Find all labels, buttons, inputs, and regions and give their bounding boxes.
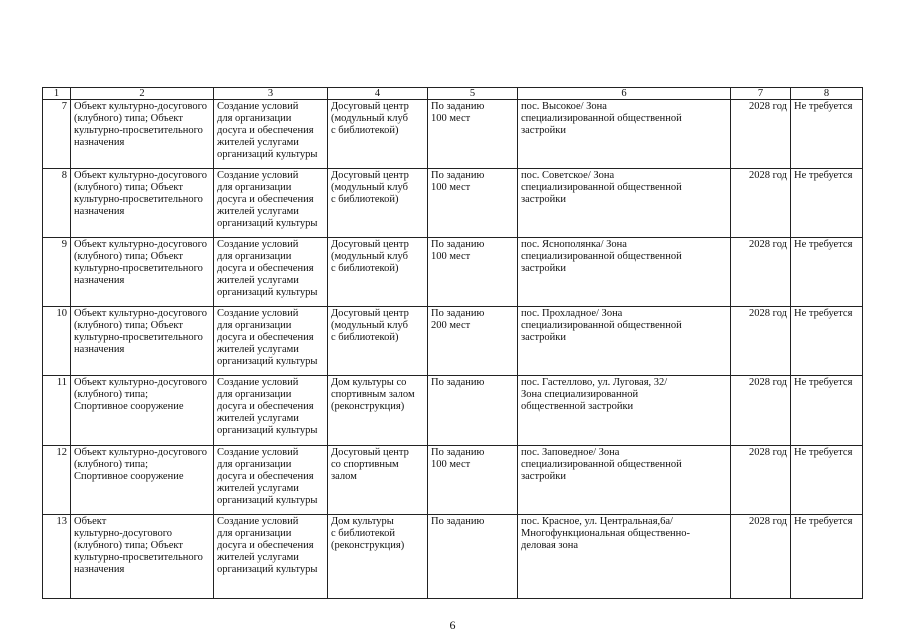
object-capacity-line: 100 мест [431,251,471,262]
row-number: 11 [43,376,71,446]
object-type-line: (клубного) типа; Объект [74,113,183,124]
object-name-line: с библиотекой) [331,263,399,274]
object-purpose-line: досуга и обеспечения [217,332,314,343]
object-capacity-line: По заданию [431,101,485,112]
row-number: 9 [43,238,71,307]
object-location-line: застройки [521,263,567,274]
object-capacity [428,446,518,515]
object-capacity [428,100,518,169]
object-name-line: (модульный клуб [331,320,408,331]
object-location-line: застройки [521,332,567,343]
object-type-line: культурно-досугового [74,528,173,539]
object-purpose-line: досуга и обеспечения [217,194,314,205]
object-purpose-line: досуга и обеспечения [217,540,314,551]
col-header-6: 6 [518,88,731,100]
object-name-line: залом [331,471,357,482]
object-location [518,446,731,515]
col-header-8: 8 [791,88,863,100]
object-type-line: Объект [74,516,107,527]
object-type-line: культурно-просветительного [74,125,203,136]
object-name-line: Досуговый центр [331,170,409,181]
object-location-line: застройки [521,125,567,136]
implementation-year: 2028 год [731,376,791,446]
object-name-line: Дом культуры [331,516,394,527]
object-name-line: (модульный клуб [331,182,408,193]
requirement: Не требуется [791,376,863,446]
object-type-line: назначения [74,206,125,217]
requirement: Не требуется [791,169,863,238]
object-name [328,515,428,599]
implementation-year: 2028 год [731,100,791,169]
table-row [43,100,863,169]
object-purpose-line: досуга и обеспечения [217,401,314,412]
object-purpose-line: для организации [217,182,292,193]
object-location [518,100,731,169]
col-header-4: 4 [328,88,428,100]
object-location [518,307,731,376]
object-purpose-line: досуга и обеспечения [217,263,314,274]
table-row [43,515,863,599]
object-type [71,515,214,599]
col-header-1: 1 [43,88,71,100]
object-location-line: пос. Красное, ул. Центральная,6а/ [521,516,673,527]
object-purpose-line: жителей услугами [217,344,299,355]
object-type-line: Объект культурно-досугового [74,308,207,319]
object-purpose-line: Создание условий [217,447,299,458]
object-purpose-line: досуга и обеспечения [217,125,314,136]
object-purpose-line: организаций культуры [217,425,318,436]
object-name-line: с библиотекой) [331,332,399,343]
object-type-line: (клубного) типа; Объект [74,320,183,331]
header-row [43,88,863,100]
row-number: 7 [43,100,71,169]
object-location-line: пос. Яснополянка/ Зона [521,239,627,250]
object-location-line: пос. Высокое/ Зона [521,101,607,112]
table-row [43,169,863,238]
object-name-line: (реконструкция) [331,540,405,551]
object-capacity-line: 100 мест [431,459,471,470]
object-type-line: Объект культурно-досугового [74,377,207,388]
object-type-line: (клубного) типа; Объект [74,251,183,262]
object-purpose-line: жителей услугами [217,483,299,494]
object-capacity [428,307,518,376]
table-row [43,307,863,376]
object-name-line: с библиотекой) [331,194,399,205]
object-purpose-line: Создание условий [217,308,299,319]
object-name-line: (модульный клуб [331,113,408,124]
implementation-year: 2028 год [731,515,791,599]
object-capacity-line: 100 мест [431,113,471,124]
object-purpose [214,238,328,307]
object-type [71,238,214,307]
object-location [518,169,731,238]
object-type-line: Спортивное сооружение [74,401,184,412]
object-name [328,307,428,376]
object-name-line: с библиотекой) [331,125,399,136]
object-type-line: Объект культурно-досугового [74,170,207,181]
object-purpose-line: жителей услугами [217,206,299,217]
object-capacity [428,238,518,307]
implementation-year: 2028 год [731,238,791,307]
object-location-line: деловая зона [521,540,579,551]
object-location-line: специализированной общественной [521,251,682,262]
col-header-2: 2 [71,88,214,100]
col-header-7: 7 [731,88,791,100]
object-type [71,376,214,446]
row-number: 10 [43,307,71,376]
object-purpose-line: для организации [217,528,292,539]
object-location-line: пос. Заповедное/ Зона [521,447,620,458]
object-type-line: назначения [74,137,125,148]
object-purpose-line: организаций культуры [217,495,318,506]
object-purpose-line: Создание условий [217,377,299,388]
object-location [518,515,731,599]
object-name [328,169,428,238]
object-capacity-line: По заданию [431,377,485,388]
object-name-line: со спортивным [331,459,399,470]
object-purpose-line: жителей услугами [217,137,299,148]
object-type-line: назначения [74,275,125,286]
object-location-line: Зона специализированной [521,389,639,400]
object-purpose [214,515,328,599]
object-location-line: пос. Советское/ Зона [521,170,615,181]
object-purpose-line: для организации [217,251,292,262]
object-type [71,169,214,238]
object-type-line: Объект культурно-досугового [74,447,207,458]
object-purpose-line: организаций культуры [217,149,318,160]
table-row [43,376,863,446]
object-purpose-line: организаций культуры [217,287,318,298]
object-purpose-line: Создание условий [217,239,299,250]
object-type-line: (клубного) типа; [74,459,148,470]
object-purpose-line: для организации [217,459,292,470]
object-name [328,376,428,446]
object-purpose [214,307,328,376]
object-purpose-line: Создание условий [217,170,299,181]
object-type-line: (клубного) типа; Объект [74,540,183,551]
object-type-line: Объект культурно-досугового [74,239,207,250]
object-location-line: застройки [521,471,567,482]
planning-table [42,87,863,599]
object-purpose-line: для организации [217,389,292,400]
object-purpose-line: Создание условий [217,516,299,527]
object-capacity-line: По заданию [431,447,485,458]
object-capacity-line: По заданию [431,239,485,250]
object-name [328,446,428,515]
object-location-line: специализированной общественной [521,320,682,331]
object-capacity-line: По заданию [431,516,485,527]
object-type-line: культурно-просветительного [74,332,203,343]
object-type [71,307,214,376]
table-row [43,238,863,307]
object-name-line: Дом культуры со [331,377,407,388]
object-purpose [214,100,328,169]
object-purpose [214,169,328,238]
requirement: Не требуется [791,307,863,376]
object-type-line: назначения [74,344,125,355]
object-name-line: Досуговый центр [331,308,409,319]
object-name-line: Досуговый центр [331,447,409,458]
object-location [518,238,731,307]
requirement: Не требуется [791,446,863,515]
object-capacity [428,515,518,599]
row-number: 8 [43,169,71,238]
object-capacity-line: По заданию [431,308,485,319]
requirement: Не требуется [791,100,863,169]
object-type [71,446,214,515]
object-capacity [428,169,518,238]
object-location-line: застройки [521,194,567,205]
requirement: Не требуется [791,515,863,599]
object-type-line: культурно-просветительного [74,552,203,563]
object-purpose-line: для организации [217,320,292,331]
object-location-line: специализированной общественной [521,459,682,470]
object-capacity [428,376,518,446]
row-number: 12 [43,446,71,515]
object-purpose-line: досуга и обеспечения [217,471,314,482]
col-header-5: 5 [428,88,518,100]
table-row [43,446,863,515]
object-capacity-line: По заданию [431,170,485,181]
object-type [71,100,214,169]
implementation-year: 2028 год [731,446,791,515]
object-purpose-line: жителей услугами [217,552,299,563]
object-location-line: пос. Гастеллово, ул. Луговая, 32/ [521,377,668,388]
object-purpose-line: жителей услугами [217,275,299,286]
object-type-line: культурно-просветительного [74,194,203,205]
object-purpose [214,376,328,446]
object-location-line: Многофункциональная общественно- [521,528,691,539]
object-name [328,100,428,169]
object-type-line: назначения [74,564,125,575]
object-name-line: (модульный клуб [331,251,408,262]
object-capacity-line: 100 мест [431,182,471,193]
row-number: 13 [43,515,71,599]
object-capacity-line: 200 мест [431,320,471,331]
implementation-year: 2028 год [731,169,791,238]
object-name-line: Досуговый центр [331,101,409,112]
object-purpose-line: для организации [217,113,292,124]
object-name-line: спортивным залом [331,389,415,400]
object-name [328,238,428,307]
object-purpose-line: организаций культуры [217,564,318,575]
object-purpose [214,446,328,515]
object-name-line: (реконструкция) [331,401,405,412]
object-purpose-line: Создание условий [217,101,299,112]
page-number: 6 [449,618,456,632]
object-type-line: Спортивное сооружение [74,471,184,482]
requirement: Не требуется [791,238,863,307]
implementation-year: 2028 год [731,307,791,376]
object-type-line: Объект культурно-досугового [74,101,207,112]
object-purpose-line: организаций культуры [217,356,318,367]
object-location-line: общественной застройки [521,401,634,412]
object-type-line: (клубного) типа; Объект [74,182,183,193]
object-location [518,376,731,446]
object-purpose-line: жителей услугами [217,413,299,424]
object-name-line: Досуговый центр [331,239,409,250]
object-name-line: с библиотекой [331,528,395,539]
object-type-line: культурно-просветительного [74,263,203,274]
object-purpose-line: организаций культуры [217,218,318,229]
object-type-line: (клубного) типа; [74,389,148,400]
object-location-line: специализированной общественной [521,113,682,124]
object-location-line: пос. Прохладное/ Зона [521,308,623,319]
col-header-3: 3 [214,88,328,100]
object-location-line: специализированной общественной [521,182,682,193]
